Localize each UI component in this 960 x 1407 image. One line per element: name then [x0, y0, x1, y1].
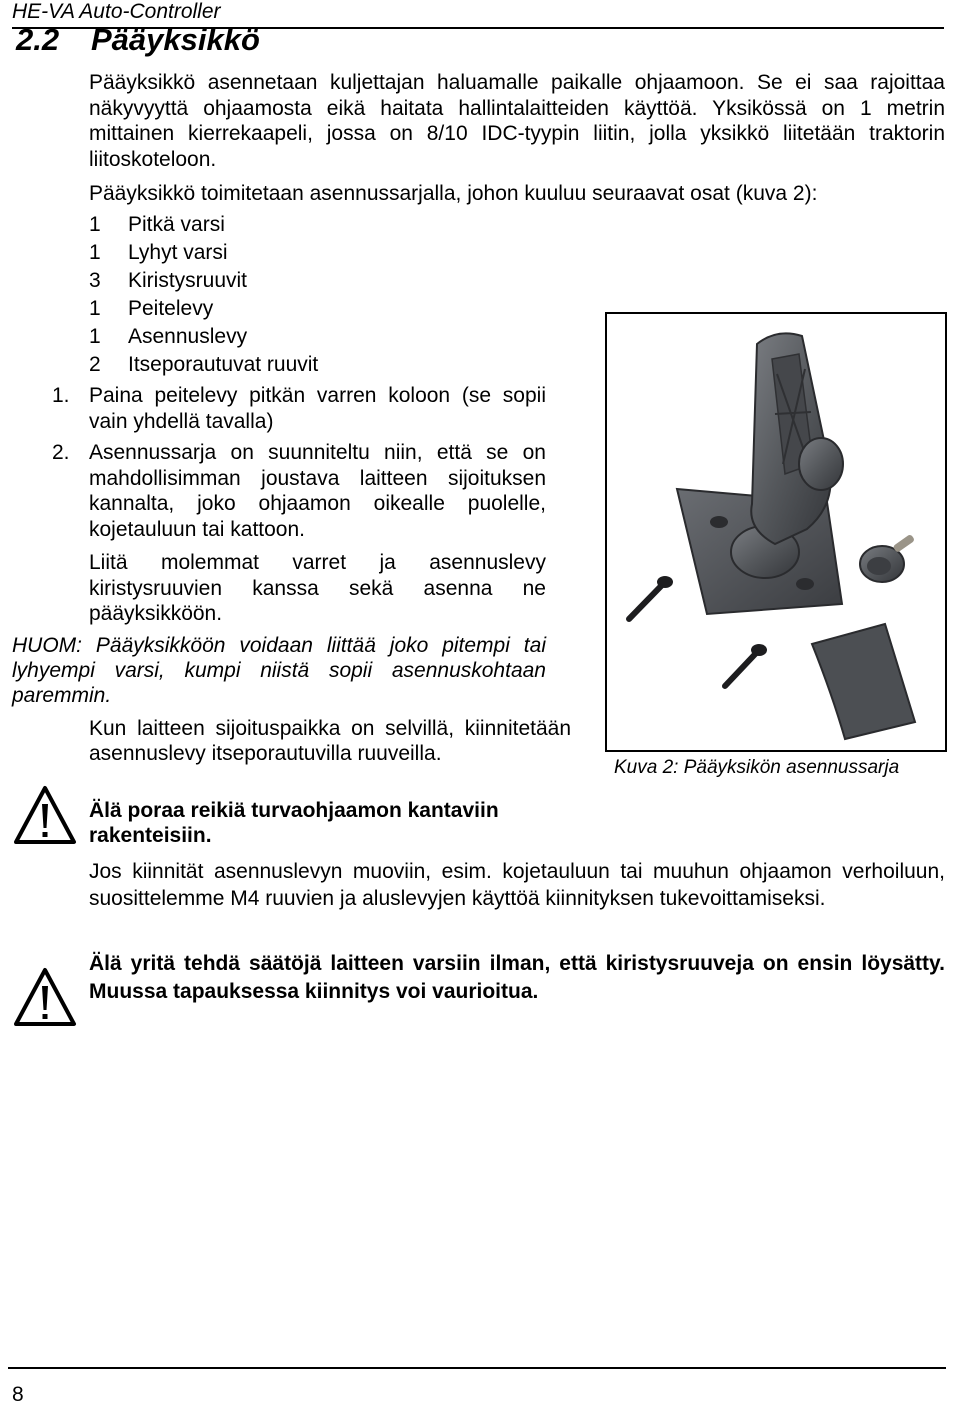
step-2: [52, 440, 546, 542]
step-1: [52, 383, 546, 434]
list-item: [89, 267, 318, 295]
warning-triangle-icon: [12, 784, 78, 846]
part-name: Asennuslevy: [128, 325, 248, 348]
section-title-text: Pääyksikkö: [91, 22, 260, 57]
parts-list: [89, 211, 318, 379]
list-item: [89, 211, 318, 239]
part-qty: 1: [89, 325, 101, 348]
figure-caption: Kuva 2: Pääyksikön asennussarja: [614, 757, 900, 778]
part-qty: 1: [89, 241, 101, 264]
figure-mounting-kit: [605, 312, 947, 752]
intro-paragraph: Pääyksikkö asennetaan kuljettajan haluamalle paikalle ohjaamoon. Se ei saa rajoittaa näkyvyyttä ohjaamosta eikä haitata hallintalaitteiden käyttöä. Yksikössä on 1 metrin mittainen kierrekaapeli, jossa on 8/10 IDC-tyypin liitin, jolla yksikkö liitetään traktorin liitoskoteloon.: [89, 71, 945, 171]
section-number: 2.2: [16, 22, 60, 57]
part-qty: 1: [89, 213, 101, 236]
list-item: [89, 295, 318, 323]
tightening-screw: [860, 534, 915, 582]
step-text: Paina peitelevy pitkän varren koloon (se sopii vain yhdellä tavalla): [89, 384, 546, 433]
step-number: 1.: [52, 384, 70, 407]
running-header: HE-VA Auto-Controller: [12, 0, 221, 23]
note-text: Pääyksikköön voidaan liittää joko pitempi tai lyhyempi varsi, kumpi niistä sopii asennuskohtaan paremmin.: [12, 634, 546, 707]
note: [12, 633, 546, 708]
part-qty: 1: [89, 297, 101, 320]
part-qty: 3: [89, 269, 101, 292]
list-item: [89, 323, 318, 351]
section-title: [16, 22, 260, 58]
step-text: Asennussarja on suunniteltu niin, että se on mahdollisimman joustava laitteen sijoituksen kannalta, joko ohjaamon oikealle puolelle, kojetauluun tai kattoon.: [89, 441, 546, 541]
cover-plate: [812, 624, 915, 739]
part-name: Kiristysruuvit: [128, 269, 248, 292]
part-name: Itseporautuvat ruuvit: [128, 353, 319, 376]
warning-triangle-icon: [12, 966, 78, 1028]
warning-text: Älä poraa reikiä turvaohjaamon kantaviin rakenteisiin.: [89, 799, 499, 847]
mount-paragraph: Kun laitteen sijoituspaikka on selvillä, kiinnitetään asennuslevy itseporautuvilla ruuveilla.: [89, 717, 571, 765]
step-number: 2.: [52, 441, 70, 464]
self-drilling-screw: [725, 644, 767, 686]
self-drilling-screw: [629, 576, 673, 619]
part-name: Peitelevy: [128, 297, 214, 320]
steps-list: [52, 383, 546, 627]
list-item: [89, 239, 318, 267]
part-name: Pitkä varsi: [128, 213, 225, 236]
footer-rule: [8, 1367, 946, 1369]
page-number: 8: [12, 1383, 24, 1406]
step-2-continuation: Liitä molemmat varret ja asennuslevy kiristysruuvien kanssa sekä asenna ne pääyksikköön.: [89, 551, 546, 625]
warning-text: Älä yritä tehdä säätöjä laitteen varsiin ilman, että kiristysruuveja on ensin löysätty. Muussa tapauksessa kiinnitys voi vaurioitua.: [89, 952, 945, 1003]
note-label: HUOM:: [12, 634, 82, 657]
part-name: Lyhyt varsi: [128, 241, 228, 264]
kit-intro-paragraph: Pääyksikkö toimitetaan asennussarjalla, johon kuuluu seuraavat osat (kuva 2):: [89, 182, 818, 205]
mounting-kit-photo: [607, 314, 945, 750]
part-qty: 2: [89, 353, 101, 376]
list-item: [89, 351, 318, 379]
plastic-mount-paragraph: Jos kiinnität asennuslevyn muoviin, esim. kojetauluun tai muuhun ohjaamon verhoiluun, suosittelemme M4 ruuvien ja aluslevyjen käyttöä kiinnityksen tukevoittamiseksi.: [89, 860, 945, 910]
